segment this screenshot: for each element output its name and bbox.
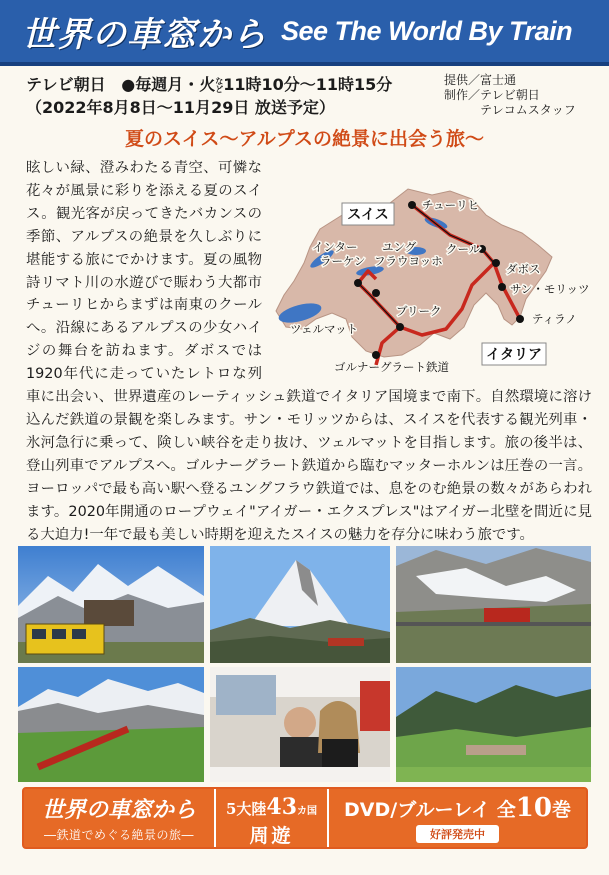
city-jungfraujoch-1: ユング — [382, 240, 417, 254]
photo-grid — [18, 546, 591, 782]
city-brig: ブリーク — [396, 304, 442, 318]
title-jp: 世界の車窓から — [22, 14, 267, 55]
broadcast-info — [26, 73, 436, 119]
city-zermatt: ツェルマット — [290, 322, 359, 336]
city-gornergrat: ゴルナーグラート鉄道 — [334, 360, 449, 374]
label-italy: イタリア — [486, 347, 542, 363]
footer-tagline: ―鉄道でめぐる絶景の旅― — [43, 828, 194, 842]
stop-zermatt — [372, 351, 380, 359]
photo-glacier-train — [396, 546, 591, 663]
footer-title: 世界の車窓から — [41, 798, 196, 823]
photo-couple — [210, 667, 390, 782]
city-tirano: ティラノ — [532, 312, 577, 326]
on-sale-badge: 好評発売中 — [416, 825, 499, 843]
photo-slope-train — [18, 667, 204, 782]
photo-yellow-train — [18, 546, 204, 663]
city-jungfraujoch-2: フラウヨッホ — [374, 254, 443, 268]
footer-title-block — [24, 789, 214, 847]
route-map — [250, 159, 590, 379]
continents-prefix: 5大陸 — [225, 800, 267, 818]
city-zurich: チューリヒ — [422, 198, 480, 212]
stop-davos — [492, 259, 500, 267]
schedule-days: ●毎週月・火 — [121, 75, 216, 94]
footer-ad — [22, 787, 588, 849]
stop-jungfraujoch — [372, 289, 380, 297]
broadcast-period: （2022年8月8日～11月29日 放送予定） — [26, 98, 335, 117]
countries-count: 43 — [266, 794, 298, 820]
stop-interlaken — [354, 279, 362, 287]
station-name: テレビ朝日 — [26, 75, 106, 94]
city-davos: ダボス — [506, 262, 541, 276]
city-st-moritz: サン・モリッツ — [510, 282, 590, 296]
title-banner — [0, 0, 609, 66]
dvd-label: DVD/ブルーレイ 全 — [344, 799, 516, 821]
countries-suffix: カ国 — [297, 806, 318, 817]
stop-brig — [396, 323, 404, 331]
broadcast-time: 11時10分～11時15分 — [223, 75, 393, 94]
episode-subtitle: 夏のスイス～アルプスの絶景に出会う旅～ — [125, 128, 484, 150]
city-interlaken-2: ラーケン — [320, 254, 366, 268]
stop-st-moritz — [498, 283, 506, 291]
label-switzerland: スイス — [347, 207, 389, 223]
footer-tour-block — [214, 789, 329, 847]
provided-label: 提供／ — [444, 73, 481, 87]
schedule-note: など — [215, 76, 224, 94]
city-interlaken-1: インター — [312, 240, 358, 254]
photo-matterhorn — [210, 546, 390, 663]
stop-tirano — [516, 315, 524, 323]
city-chur: クール — [446, 242, 481, 256]
credits — [444, 73, 600, 118]
photo-valley — [396, 667, 591, 782]
volumes-suffix: 巻 — [551, 799, 571, 821]
production-value: テレビ朝日 — [480, 88, 540, 102]
footer-dvd-block — [329, 789, 586, 847]
title-en: See The World By Train — [281, 15, 573, 46]
stop-zurich — [408, 201, 416, 209]
production-value-2: テレコムスタッフ — [480, 103, 576, 117]
description-text: 眩しい緑、澄みわたる青空、可憐な花々が風景に彩りを添える夏のスイス。観光客が戻ってきたバカンスの季節、アルプスの絶景を久しぶりに堪能する旅にでかけます。夏の風物詩リマト川の水遊びで賑わう大都市チューリヒからまずは南東のクールへ。沿線にあるアルプスの少女ハイジの舞台を訪ねます。ダボスでは1920年代に走っていたレトロな列車に出会い、世界遺産のレーティッシュ鉄道でイタリア国境まで南下。自然環境に溶け込んだ鉄道の景観を楽しみます。サン・モリッツからは、スイスを代表する観光列車・氷河急行に乗って、険しい峡谷を走り抜け、ツェルマットを目指します。旅の後半は、登山列車でアルプスへ。ゴルナーグラート鉄道から臨むマッターホルンは圧巻の一言。ヨーロッパで最も高い駅へ登るユングフラウ鉄道では、息をのむ絶景の数々があらわれます。2020年開通のロープウェイ"アイガー・エクスプレス"はアイガー北壁を間近に見る大迫力!一年で最も美しい時期を迎えたスイスの魅力を存分に味わう旅です。 — [26, 160, 592, 543]
production-label: 制作／ — [444, 88, 481, 102]
volumes-count: 10 — [515, 793, 552, 823]
provided-value: 富士通 — [480, 73, 517, 87]
tour-label: 周遊 — [249, 825, 294, 847]
